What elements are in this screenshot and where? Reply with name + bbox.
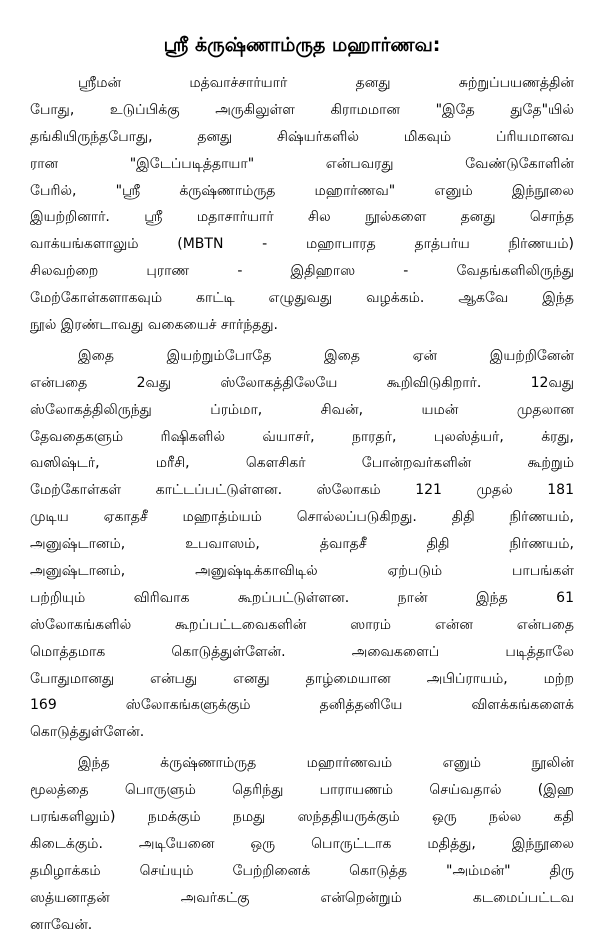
text-line: பற்றியும் விரிவாக கூறப்பட்டுள்ளன. நான் இந்த 61 [30,589,574,606]
document-page [30,28,574,943]
text-line: சிலவற்றை புராண - இதிஹாஸ - வேதங்களிலிருந்து [30,263,574,280]
paragraph [30,70,574,339]
text-line: நூல் இரண்டாவது வகையைச் சார்ந்தது. [30,317,279,334]
text-line: மேற்கோள்களாகவும் காட்டி எழுதுவது வழக்கம். ஆகவே இந்த [30,290,574,307]
text-line: ஸ்ரீமன் மத்வாச்சார்யார் தனது சுற்றுப்பயணத்தின் [78,75,574,91]
text-line: வஸிஷ்டர், மரீசி, கௌசிகர் போன்றவர்களின் கூற்றும் [30,455,574,472]
text-line: ஸத்யனாதன் அவர்கட்கு என்றென்றும் கடமைப்பட்டவ [30,889,574,906]
text-line: 169 ஸ்லோகங்களுக்கும் தனித்தனியே விளக்கங்களைக் [30,697,574,714]
text-line: தேவதைகளும் ரிஷிகளில் வ்யாசர், நாரதர், புலஸ்த்யர், க்ரது, [30,428,574,445]
text-line: னாவேன். [30,916,93,933]
text-line: கொடுத்துள்ளேன். [30,724,145,741]
text-line: தமிழாக்கம் செய்யும் பேற்றினைக் கொடுத்த "அம்மன்" திரு [30,862,574,879]
paragraph [30,343,574,746]
text-line: இயற்றினார். ஸ்ரீ மதாசார்யார் சில நூல்களை தனது சொந்த [30,209,574,226]
body-text [30,70,574,939]
text-line: தங்கியிருந்தபோது, தனது சிஷ்யர்களில் மிகவும் ப்ரியமானவ [30,128,574,145]
text-line: போது, உடுப்பிக்கு அருகிலுள்ள கிராமமான "இதே துதே"யில் [30,101,574,118]
text-line: கிடைக்கும். அடியேனை ஒரு பொருட்டாக மதித்து, இந்நூலை [30,835,574,852]
text-line: இந்த க்ருஷ்ணாம்ருத மஹார்ணவம் எனும் நூலின் [78,755,574,772]
text-line: ஸ்லோகங்களில் கூறப்பட்டவைகளின் ஸாரம் என்ன என்பதை [30,616,574,633]
text-line: அனுஷ்டானம், அனுஷ்டிக்காவிடில் ஏற்படும் பாபங்கள் [30,563,574,580]
text-line: பரங்களிலும்) நமக்கும் நமது ஸந்ததியருக்கும் ஒரு நல்ல கதி [30,809,574,826]
paragraph [30,750,574,938]
text-line: முடிய ஏகாதசீ மஹாத்ம்யம் சொல்லப்படுகிறது. திதி நிர்ணயம், [30,509,574,526]
text-line: மேற்கோள்கள் காட்டப்பட்டுள்ளன. ஸ்லோகம் 121 முதல் 181 [30,482,574,499]
text-line: மூலத்தை பொருளும் தெரிந்து பாராயணம் செய்வதால் (இஹ [30,782,574,799]
text-line: மொத்தமாக கொடுத்துள்ளேன். அவைகளைப் படித்தாலே [30,643,574,660]
text-line: ரான "இடேப்படித்தாயா" என்பவரது வேண்டுகோளின் [30,155,574,172]
page-title: ஸ்ரீ க்ருஷ்ணாம்ருத மஹார்ணவ: [163,34,441,56]
text-line: இதை இயற்றும்போதே இதை ஏன் இயற்றினேன் [78,347,574,364]
text-line: ஸ்லோகத்திலிருந்து ப்ரம்மா, சிவன், யமன் முதலான [30,401,574,418]
text-line: போதுமானது என்பது எனது தாழ்மையான அபிப்ராயம், மற்ற [30,670,574,687]
text-line: வாக்யங்களாலும் (MBTN - மஹாபாரத தாத்பர்ய நிர்ணயம்) [30,236,574,253]
text-line: பேரில், "ஸ்ரீ க்ருஷ்ணாம்ருத மஹார்ணவ" எனும் இந்நூலை [30,182,574,199]
text-line: அனுஷ்டானம், உபவாஸம், த்வாதசீ திதி நிர்ணயம், [30,536,574,553]
text-line: என்பதை 2வது ஸ்லோகத்திலேயே கூறிவிடுகிறார். 12வது [30,374,574,391]
